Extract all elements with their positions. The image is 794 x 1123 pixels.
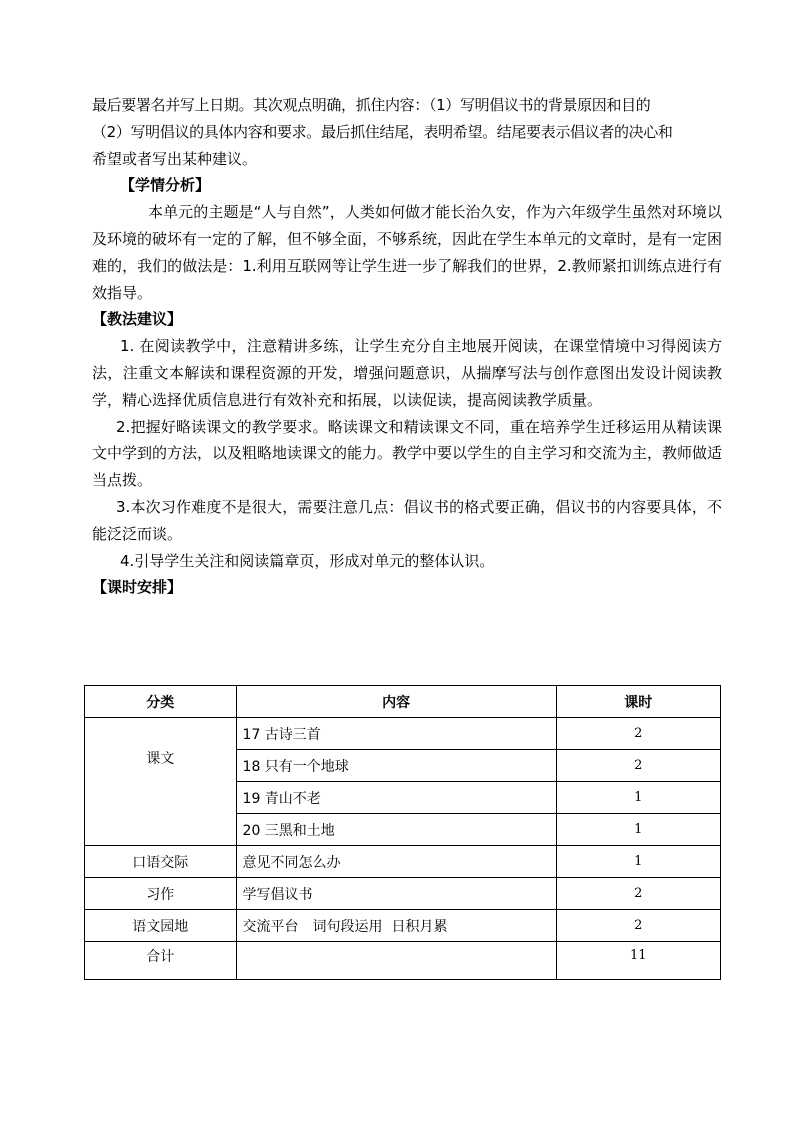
total-content — [236, 942, 556, 980]
hours-cell: 1 — [556, 814, 720, 846]
learning-analysis-text: 本单元的主题是“人与自然”，人类如何做才能长治久安，作为六年级学生虽然对环境以及环境的破坏有一定的了解，但不够全面，不够系统，因此在学生本单元的文章时，是有一定困难的，我们的做法是：1.利用互联网等让学生进一步了解我们的世界，2.教师紧扣训练点进行有效指导。 — [92, 203, 723, 302]
hours-cell: 2 — [556, 878, 720, 910]
content-cell: 20 三黑和土地 — [236, 814, 556, 846]
intro-line-1: 最后要署名并写上日期。其次观点明确，抓住内容：（1）写明倡议书的背景原因和目的 — [92, 96, 651, 114]
suggestion-item-2: 2.把握好略读课文的教学要求。略读课文和精读课文不同，重在培养学生迁移运用从精读课文中学到的方法，以及粗略地读课文的能力。教学中要以学生的自主学习和交流为主，教师做适当点拨。 — [92, 417, 723, 490]
schedule-heading: 【课时安排】 — [92, 578, 183, 597]
suggestion-item-1: 1. 在阅读教学中，注意精讲多练，让学生充分自主地展开阅读，在课堂情境中习得阅读方法，注重文本解读和课程资源的开发，增强问题意识，从揣摩写法与创作意图出发设计阅读教学，精心选择优质信息进行有效补充和拓展，以读促读，提高阅读教学质量。 — [92, 337, 722, 409]
table-row — [85, 878, 721, 910]
content-cell: 交流平台 词句段运用 日积月累 — [236, 910, 556, 942]
content-cell: 意见不同怎么办 — [236, 846, 556, 878]
category-cell: 语文园地 — [85, 910, 237, 942]
content-cell: 17 古诗三首 — [236, 718, 556, 750]
teaching-suggestions-heading: 【教法建议】 — [92, 310, 183, 329]
category-cell: 口语交际 — [85, 846, 237, 878]
document-body — [92, 92, 722, 601]
hours-cell: 1 — [556, 782, 720, 814]
hours-cell: 1 — [556, 846, 720, 878]
content-cell: 学写倡议书 — [236, 878, 556, 910]
header-content: 内容 — [236, 686, 556, 718]
header-hours: 课时 — [556, 686, 720, 718]
total-label: 合计 — [85, 942, 237, 980]
hours-cell: 2 — [556, 750, 720, 782]
category-cell: 习作 — [85, 878, 237, 910]
content-cell: 19 青山不老 — [236, 782, 556, 814]
suggestion-item-3: 3.本次习作难度不是很大，需要注意几点：倡议书的格式要正确，倡议书的内容要具体，不能泛泛而谈。 — [92, 497, 722, 543]
schedule-table — [84, 685, 721, 980]
table-row — [85, 718, 721, 750]
table-header-row — [85, 686, 721, 718]
table-total-row — [85, 942, 721, 980]
total-hours: 11 — [556, 942, 720, 980]
learning-analysis-heading: 【学情分析】 — [120, 176, 211, 195]
intro-line-3: 希望或者写出某种建议。 — [92, 149, 258, 168]
category-cell: 课文 — [85, 718, 237, 846]
table-row — [85, 910, 721, 942]
table-row — [85, 846, 721, 878]
content-cell: 18 只有一个地球 — [236, 750, 556, 782]
suggestion-item-4: 4.引导学生关注和阅读篇章页，形成对单元的整体认识。 — [120, 551, 495, 570]
hours-cell: 2 — [556, 910, 720, 942]
hours-cell: 2 — [556, 718, 720, 750]
header-category: 分类 — [85, 686, 237, 718]
intro-line-2: （2）写明倡议的具体内容和要求。最后抓住结尾，表明希望。结尾要表示倡议者的决心和 — [92, 122, 673, 141]
